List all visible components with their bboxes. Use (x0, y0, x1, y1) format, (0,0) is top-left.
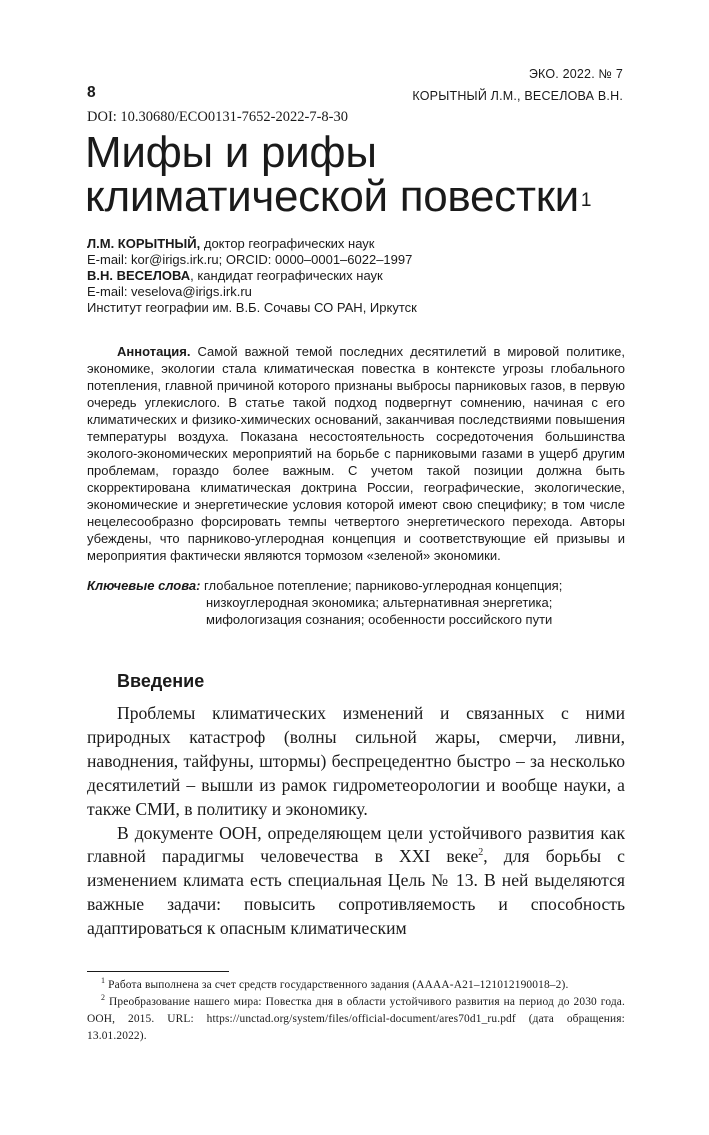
author-1-contacts: E-mail: kor@irigs.irk.ru; ORCID: 0000–0001–6022–1997 (87, 252, 413, 267)
footnote-2-mark: 2 (101, 993, 106, 1003)
author-block (87, 236, 647, 316)
title-line-1: Мифы и рифы (85, 128, 377, 177)
keywords-line-2: низкоуглеродная экономика; альтернативная энергетика; (206, 595, 553, 610)
keywords-text-1: глобальное потепление; парниково-углеродная концепция; (200, 578, 563, 593)
author-2-degree: , кандидат географических наук (190, 268, 383, 283)
keywords (87, 577, 647, 628)
author-1-line (87, 236, 647, 252)
doi: DOI: 10.30680/ЕСО0131-7652-2022-7-8-30 (87, 109, 348, 125)
abstract-text: Самой важной темой последних десятилетий в мировой политике, экономике, экологии стала климатическая повестка в контексте угрозы глобального потепления, главной причиной которого признаны выбросы парниковых газов, в первую очередь углекислого. В статье такой подход подвергнут сомнению, начиная с его климатических и физико-химических оснований, заканчивая последствиями повышения температуры воздуха. Показана несостоятельность сосредоточения большинства эколого-экономических мероприятий на борьбе с парниковыми газами в ущерб другим проблемам, гораздо более важным. С учетом такой позиции должна быть скорректирована климатическая доктрина России, географические, экологические, экономические и энергетические условия которой имеют свою специфику; в том числе нецелесообразно форсировать темпы четвертого энергетического перехода. Авторы убеждены, что парниково-углеродная концепция и соответствующие ей призывы и мероприятия фактически являются тормозом «зеленой» экономики. (87, 344, 625, 563)
footnote-divider (87, 971, 229, 972)
affiliation: Институт географии им. В.Б. Сочавы СО РАН, Иркутск (87, 300, 417, 315)
author-2-line (87, 268, 647, 284)
abstract (87, 343, 625, 564)
keywords-label: Ключевые слова: (87, 578, 201, 593)
keywords-line-1 (87, 577, 647, 594)
paragraph-2-part-1: В документе ООН, определяющем цели устойчивого развития как главной парадигмы человечества в XXI веке (87, 822, 625, 867)
footnote-1-mark: 1 (101, 976, 106, 986)
footnote-2-text: Преобразование нашего мира: Повестка дня в области устойчивого развития на период до 2030 года. ООН, 2015. URL: https://unctad.org/system/files/official-document/ares70d1_ru.pdf (дата обращения: 13.01.2022). (87, 996, 625, 1042)
section-heading-introduction: Введение (117, 671, 205, 691)
journal-issue: ЭКО. 2022. № 7 (528, 67, 623, 81)
footnotes (87, 977, 625, 1045)
footnote-2-ref: 2 (478, 847, 484, 859)
author-1-name: Л.М. КОРЫТНЫЙ, (87, 236, 201, 251)
article-title (85, 128, 625, 221)
title-footnote-mark: 1 (580, 190, 592, 211)
paragraph-2 (87, 822, 625, 942)
keywords-line-3: мифологизация сознания; особенности российского пути (206, 612, 553, 627)
paragraph-2-part-2: , для борьбы с изменением климата есть специальная Цель № 13. В ней выделяются важные задачи: повысить сопротивляемость и способность адаптироваться к опасным климатическим (87, 846, 625, 939)
footnote-2 (87, 994, 625, 1045)
body-text (87, 702, 625, 941)
footnote-1-text: Работа выполнена за счет средств государственного задания (АААА-А21–121012190018–2). (105, 979, 569, 991)
abstract-label: Аннотация. (117, 344, 191, 359)
page-number: 8 (87, 84, 96, 101)
author-2-contacts: E-mail: veselova@irigs.irk.ru (87, 284, 252, 299)
footnote-1 (87, 977, 625, 994)
title-line-2: климатической повестки (85, 172, 579, 221)
running-head: КОРЫТНЫЙ Л.М., ВЕСЕЛОВА В.Н. (412, 89, 623, 103)
author-1-degree: доктор географических наук (200, 236, 375, 251)
author-2-name: В.Н. ВЕСЕЛОВА (87, 268, 191, 283)
paragraph-1: Проблемы климатических изменений и связанных с ними природных катастроф (волны сильной жары, смерчи, ливни, наводнения, тайфуны, штормы) беспрецедентно быстро – за несколько десятилетий – вышли из рамок гидрометеорологии и вообще науки, а также СМИ, в политику и экономику. (87, 703, 625, 819)
